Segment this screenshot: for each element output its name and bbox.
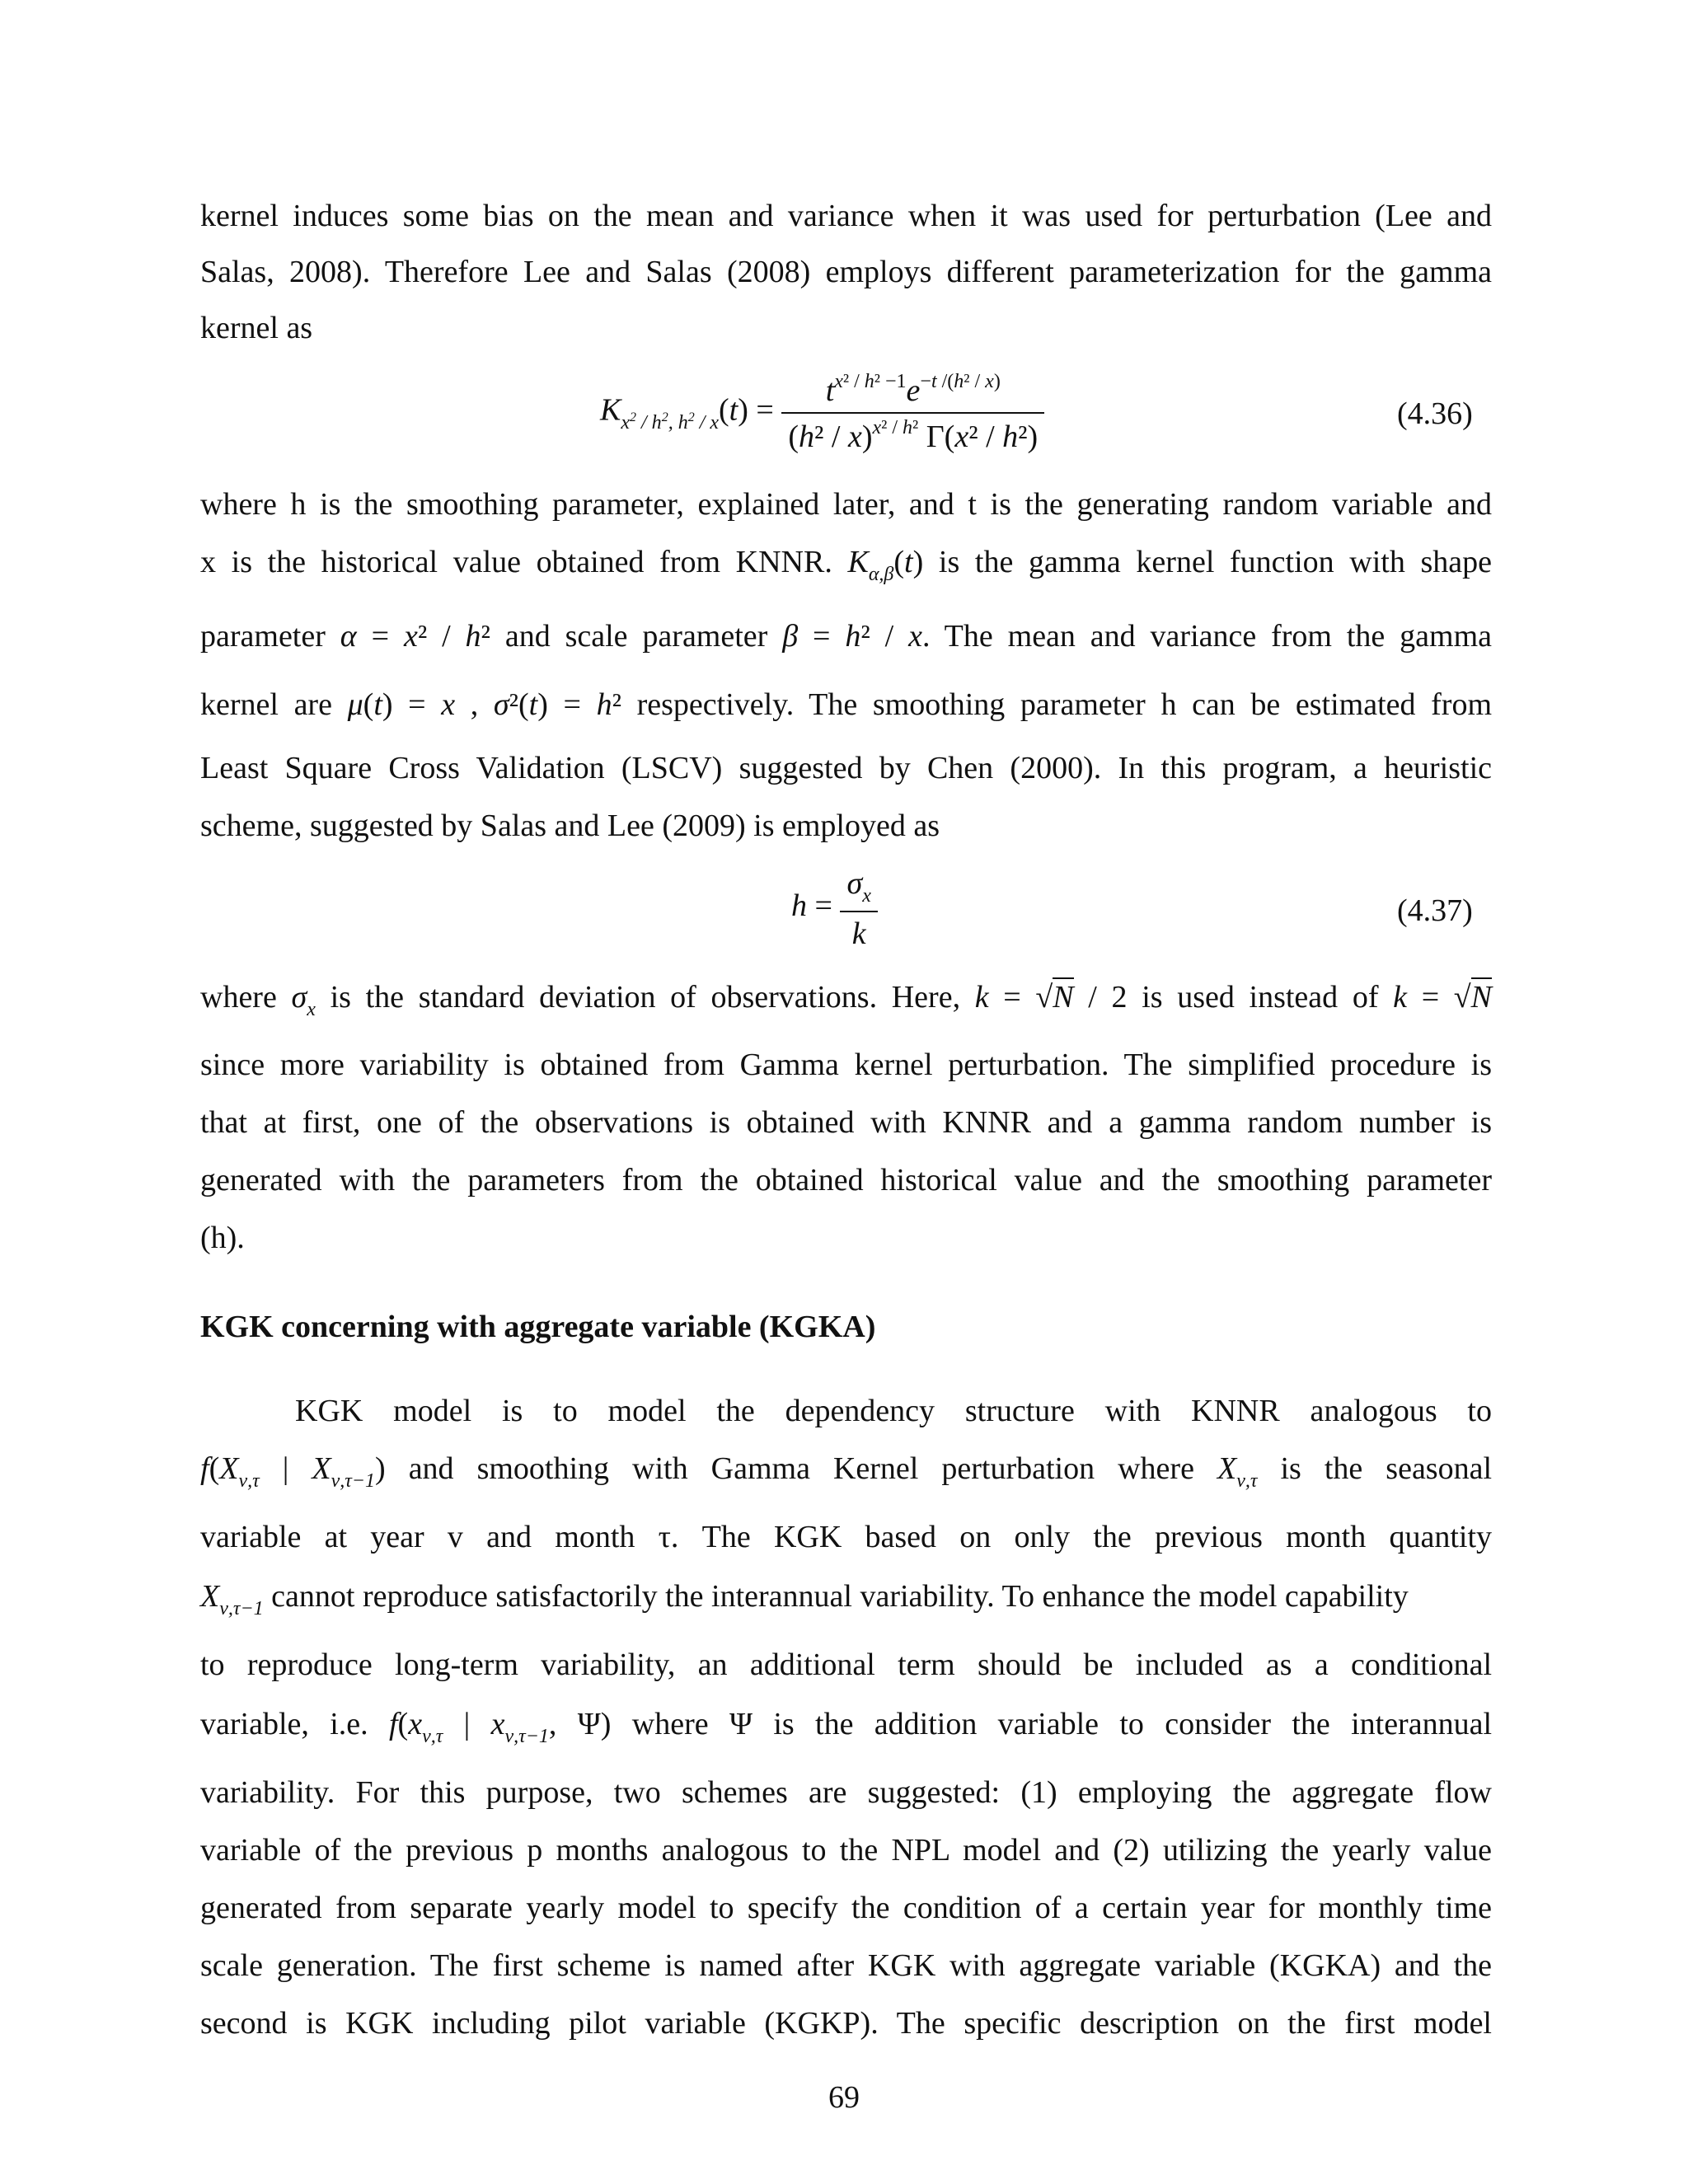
text-line: (h). — [200, 1221, 245, 1255]
page-number: 69 — [828, 2080, 860, 2115]
text-line — [200, 618, 1492, 654]
equation-number: (4.36) — [1397, 396, 1473, 431]
text-fragment: respectively. The smoothing parameter h can be estimated from — [636, 687, 1493, 722]
text-line: variability. For this purpose, two schemes are suggested: (1) employing the aggregate flow — [200, 1775, 1492, 1810]
text-line: since more variability is obtained from Gamma kernel perturbation. The simplified procedure is — [200, 1047, 1492, 1082]
text-line — [200, 1578, 1492, 1620]
text-line — [200, 544, 1492, 586]
text-fragment: is the gamma kernel function with shape — [938, 545, 1493, 579]
text-fragment: x is the historical value obtained from KNNR. — [200, 545, 832, 579]
math-inline: $\sigma_x$ — [291, 980, 316, 1020]
text-fragment: variable, i.e. — [200, 1707, 368, 1741]
text-line: Salas, 2008). Therefore Lee and Salas (2008) employs different parameterization for the gamma — [200, 255, 1492, 289]
text-fragment: . The mean and variance from the gamma — [921, 619, 1493, 654]
text-fragment: where — [200, 980, 277, 1015]
math-inline: $f(x_{\nu,\tau}$ | $x_{\nu,\tau-1}$, Ψ) — [388, 1707, 612, 1747]
equation-number: (4.37) — [1397, 893, 1473, 928]
text-line: that at first, one of the observations is obtained with KNNR and a gamma random number is — [200, 1105, 1492, 1140]
text-fragment: cannot reproduce satisfactorily the interannual variability. To enhance the model capability — [271, 1579, 1409, 1614]
text-line: scale generation. The first scheme is named after KGK with aggregate variable (KGKA) and the — [200, 1948, 1492, 1983]
text-fragment: is the seasonal — [1280, 1451, 1493, 1486]
math-inline: $f(X_{\nu,\tau}$ | $X_{\nu,\tau-1}$) — [200, 1451, 386, 1492]
text-line: kernel as — [200, 311, 313, 345]
text-line: generated from separate yearly model to specify the condition of a certain year for monthly time — [200, 1891, 1492, 1925]
math-inline: $K_{\alpha,\beta}(t)$ — [847, 545, 924, 585]
text-fragment: kernel are — [200, 687, 332, 722]
text-line: KGK model is to model the dependency structure with KNNR analogous to — [295, 1394, 1492, 1428]
text-fragment: parameter — [200, 619, 326, 654]
text-fragment: where Ψ is the addition variable to consider the interannual — [631, 1707, 1493, 1741]
text-line — [200, 979, 1492, 1021]
text-line: variable of the previous p months analogous to the NPL model and (2) utilizing the yearly value — [200, 1833, 1492, 1868]
text-line — [200, 1451, 1492, 1493]
text-fragment: is used instead of — [1142, 980, 1379, 1015]
text-line — [200, 1706, 1492, 1748]
math-inline: $X_{\nu,\tau-1}$ — [200, 1579, 264, 1619]
text-fragment: and scale parameter — [504, 619, 768, 654]
text-line: to reproduce long-term variability, an additional term should be included as a conditional — [200, 1647, 1492, 1682]
text-line: where h is the smoothing parameter, explained later, and t is the generating random variable and — [200, 487, 1492, 522]
equation-4-36: $K_{x^2 / h^2, h^2 / x}(t)$ = $\frac{t^{x^2 / h^2 -1}e^{-t /(h^2 / x)}}{(h^2 / x)^{x^2 / h^2} \Gamma(x^2 / h^2)}$ — [600, 371, 1044, 455]
text-line: Least Square Cross Validation (LSCV) suggested by Chen (2000). In this program, a heuristic — [200, 751, 1492, 785]
math-inline: $X_{\nu,\tau}$ — [1217, 1451, 1258, 1492]
math-inline: k = √N — [1393, 977, 1492, 1015]
text-fragment: and smoothing with Gamma Kernel perturbation where — [408, 1451, 1194, 1486]
math-inline: α = x² / h² — [340, 619, 490, 654]
text-line — [200, 687, 1492, 723]
text-line: kernel induces some bias on the mean and variance when it was used for perturbation (Lee and — [200, 199, 1492, 233]
equation-4-37: h = $\frac{\sigma_x}{k}$ — [791, 865, 878, 952]
section-heading: KGK concerning with aggregate variable (KGKA) — [200, 1310, 876, 1344]
math-inline: k = √N / 2 — [975, 977, 1128, 1015]
math-inline: β = h² / x — [782, 619, 922, 654]
math-inline: μ(t) = x , σ²(t) = h² — [347, 687, 621, 722]
text-fragment: is the standard deviation of observations. Here, — [330, 980, 961, 1015]
text-line: second is KGK including pilot variable (KGKP). The specific description on the first model — [200, 2006, 1492, 2041]
text-line: generated with the parameters from the obtained historical value and the smoothing parameter — [200, 1163, 1492, 1197]
text-line: variable at year v and month τ. The KGK based on only the previous month quantity — [200, 1520, 1492, 1554]
text-line: scheme, suggested by Salas and Lee (2009) is employed as — [200, 808, 940, 843]
